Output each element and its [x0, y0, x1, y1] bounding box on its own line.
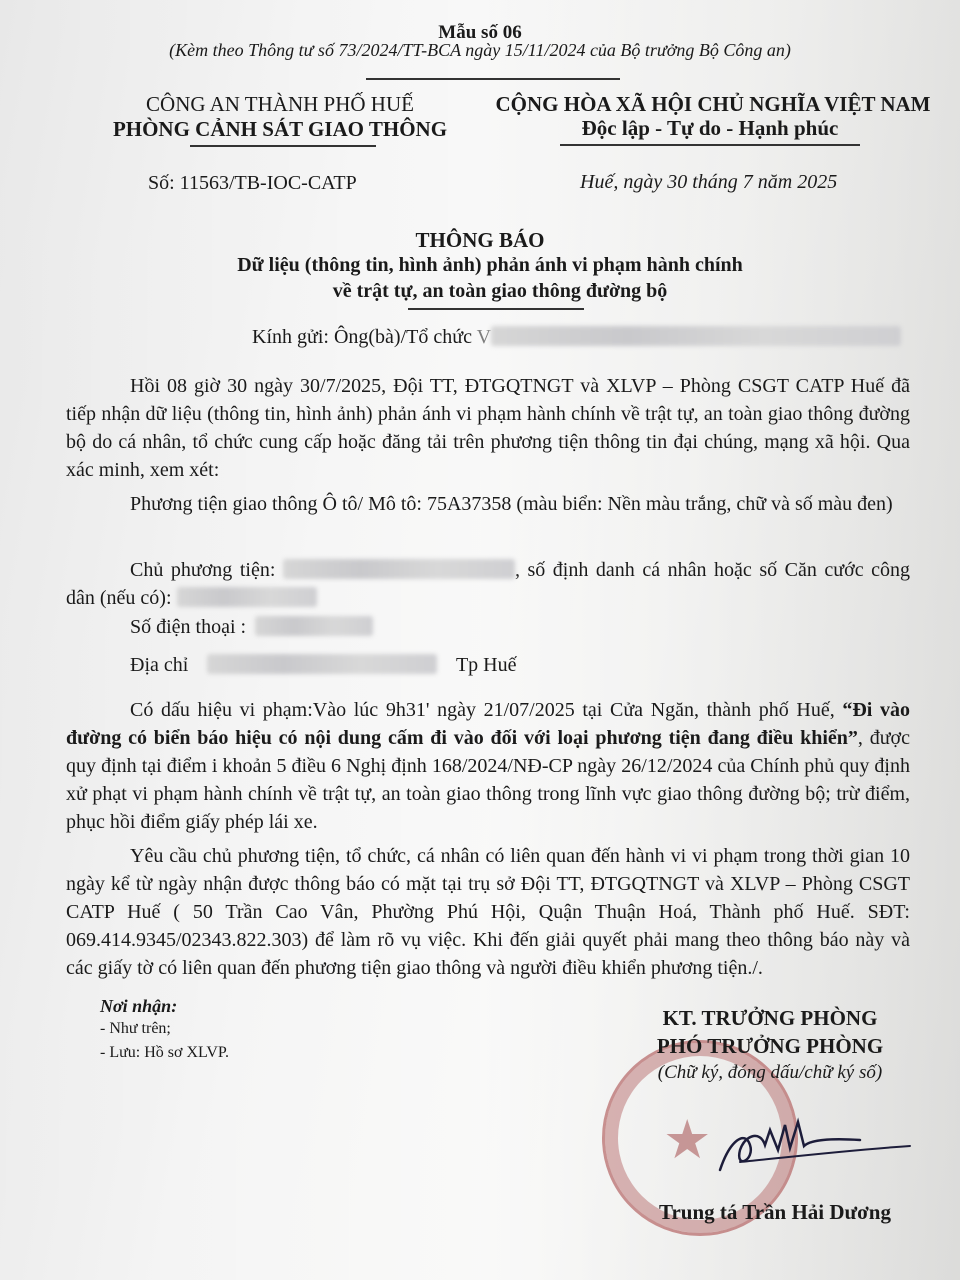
agency-underline: [190, 145, 376, 147]
recipients-heading: Nơi nhận:: [100, 996, 178, 1016]
address-label: Địa chỉ: [130, 654, 189, 676]
redacted-phone: [255, 616, 373, 636]
form-basis: (Kèm theo Thông tư số 73/2024/TT-BCA ngày 15/11/2024 của Bộ trưởng Bộ Công an): [169, 40, 791, 60]
redacted-recipient: [491, 326, 901, 346]
motto-underline: [560, 144, 860, 146]
notice-subtitle-1: Dữ liệu (thông tin, hình ảnh) phản ánh vi phạm hành chính: [237, 254, 743, 276]
request-paragraph: Yêu cầu chủ phương tiện, tổ chức, cá nhân có liên quan đến hành vi vi phạm trong thời gian 10 ngày kể từ ngày nhận được thông báo có mặt tại trụ sở Đội TT, ĐTGQTNGT và XLVP – Phòng CSGT CATP Huế ( 50 Trần Cao Vân, Phường Phú Hội, Quận Thuận Hoá, Thành phố Huế. SĐT: 069.414.9345/02343.822.303) để làm rõ vụ việc. Khi đến giải quyết phải mang theo thông báo này và các giấy tờ có liên quan đến phương tiện giao thông và người điều khiển phương tiện./.: [66, 845, 910, 979]
place-date: Huế, ngày 30 tháng 7 năm 2025: [580, 171, 838, 193]
recipient-item-1: - Như trên;: [100, 1020, 171, 1037]
owner-info: [66, 556, 910, 612]
recipient-initial: V: [476, 326, 492, 348]
redacted-owner-name: [283, 559, 515, 579]
phone-line: [130, 616, 373, 639]
stamp-star-icon: ★: [663, 1110, 712, 1170]
signer-title-1: KT. TRƯỞNG PHÒNG: [662, 1006, 878, 1030]
redacted-owner-id: [177, 587, 317, 607]
nation-motto: Độc lập - Tự do - Hạnh phúc: [581, 116, 839, 140]
owner-label: Chủ phương tiện:: [130, 559, 276, 581]
form-number: Mẫu số 06: [438, 22, 522, 43]
signer-title-2: PHÓ TRƯỞNG PHÒNG: [656, 1034, 884, 1058]
phone-label: Số điện thoại :: [130, 616, 247, 638]
recipient-item-2: - Lưu: Hồ sơ XLVP.: [100, 1044, 229, 1061]
violation-intro: Có dấu hiệu vi phạm:Vào lúc 9h31' ngày 21/07/2025 tại Cửa Ngăn, thành phố Huế,: [130, 699, 835, 721]
form-divider: [366, 78, 620, 80]
agency-name: CÔNG AN THÀNH PHỐ HUẾ: [146, 92, 414, 116]
document-number: Số: 11563/TB-IOC-CATP: [148, 172, 357, 194]
owner-id-label: , số định danh cá nhân hoặc số Căn cước công dân (nếu có):: [66, 559, 910, 609]
violation-legal-basis: , được quy định tại điểm i khoản 5 điều 6 Nghị định 168/2024/NĐ-CP ngày 26/12/2024 của Chính phủ quy định xử phạt vi phạm hành chính về trật tự, an toàn giao thông trong lĩnh vực giao thông đường bộ; trừ điểm, phục hồi điểm giấy phép lái xe.: [66, 727, 911, 833]
recipient-line: [252, 326, 901, 349]
agency-department: PHÒNG CẢNH SÁT GIAO THÔNG: [112, 117, 448, 141]
nation-title: CỘNG HÒA XÃ HỘI CHỦ NGHĨA VIỆT NAM: [495, 92, 931, 116]
notice-subtitle-2: về trật tự, an toàn giao thông đường bộ: [332, 280, 668, 302]
signature: [700, 1100, 920, 1190]
vehicle-info: Phương tiện giao thông Ô tô/ Mô tô: 75A37358 (màu biển: Nền màu trắng, chữ và số màu đen): [130, 493, 893, 515]
violation-description: “Đi vào đường có biển báo hiệu có nội dung cấm đi vào đối với loại phương tiện đang điều khiển”: [66, 699, 911, 749]
notice-title: THÔNG BÁO: [415, 228, 545, 252]
violation-paragraph: [66, 696, 910, 836]
signature-note: (Chữ ký, đóng dấu/chữ ký số): [657, 1062, 883, 1083]
redacted-address: [207, 654, 437, 674]
title-underline: [408, 308, 584, 310]
address-city: Tp Huế: [455, 654, 517, 676]
address-line: [130, 654, 517, 677]
intro-paragraph: Hồi 08 giờ 30 ngày 30/7/2025, Đội TT, ĐTGQTNGT và XLVP – Phòng CSGT CATP Huế đã tiếp nhận dữ liệu (thông tin, hình ảnh) phản ánh vi phạm hành chính về trật tự, an toàn giao thông đường bộ do cá nhân, tổ chức cung cấp hoặc đăng tải trên phương tiện thông tin đại chúng, mạng xã hội. Qua xác minh, xem xét:: [66, 375, 910, 481]
recipient-label: Kính gửi: Ông(bà)/Tổ chức: [252, 326, 472, 348]
signer-name: Trung tá Trần Hải Dương: [659, 1200, 891, 1224]
